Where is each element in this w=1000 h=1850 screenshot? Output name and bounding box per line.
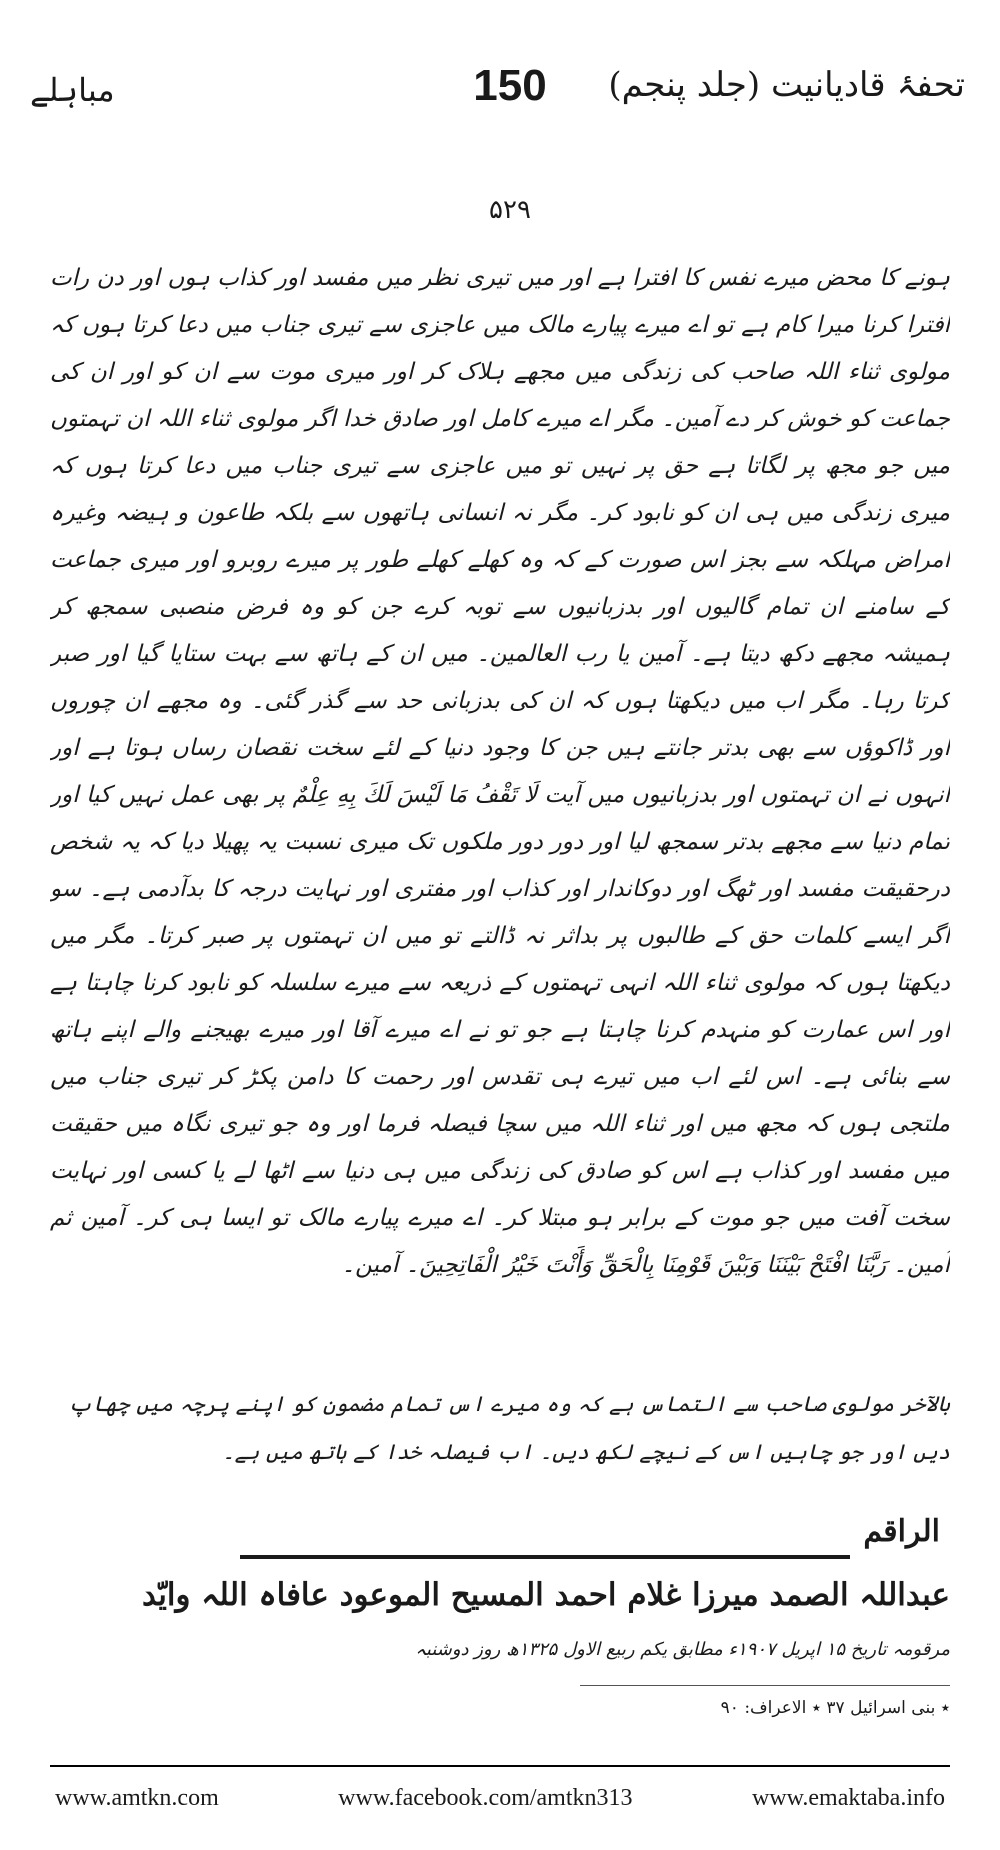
closing-request: بالآخر مولوی صاحب سے التماس ہے کہ وہ میرے اس تمام مضمون کو اپنے پرچہ میں چھاپ دیں اور جو چاہیں اس کے نیچے لکھ دیں۔ اب فیصلہ خدا کے ہاتھ میں ہے۔ bbox=[68, 1392, 950, 1464]
footer-link-emaktaba[interactable]: www.emaktaba.info bbox=[751, 1785, 945, 1811]
footnote: ٭ بنی اسرائیل ۳۷ ٭ الاعراف: ۹۰ bbox=[720, 1698, 950, 1718]
signature-rule bbox=[240, 1555, 850, 1559]
footer-link-amtkn[interactable]: www.amtkn.com bbox=[55, 1785, 219, 1811]
signature-label: الراقم bbox=[863, 1514, 940, 1549]
body-text bbox=[50, 255, 950, 1380]
footer-links bbox=[55, 1778, 945, 1818]
signature-date: مرقومہ تاریخ ۱۵ اپریل ۱۹۰۷ء مطابق یکم ربیع الاول ۱۳۲۵ھ روز دوشنبہ bbox=[415, 1639, 950, 1660]
page-number: 150 bbox=[473, 61, 547, 110]
body-paragraph: ہونے کا محض میرے نفس کا افترا ہے اور میں تیری نظر میں مفسد اور کذاب ہوں اور دن رات افترا کرنا میرا کام ہے تو اے میرے پیارے مالک میں عاجزی سے تیری جناب میں دعا کرتا ہوں کہ مولوی ثناء اللہ صاحب کی زندگی میں مجھے ہلاک کر اور میری موت سے ان کو اور ان کی جماعت کو خوش کر دے آمین۔ مگر اے میرے کامل اور صادق خدا اگر مولوی ثناء اللہ ان تہمتوں میں جو مجھ پر لگاتا ہے حق پر نہیں تو میں عاجزی سے تیری جناب میں دعا کرتا ہوں کہ میری زندگی میں ہی ان کو نابود کر۔ مگر نہ انسانی ہاتھوں سے بلکہ طاعون و ہیضہ وغیرہ امراض مہلکہ سے بجز اس صورت کے کہ وہ کھلے کھلے طور پر میرے روبرو اور میری جماعت کے سامنے ان تمام گالیوں اور بدزبانیوں سے توبہ کرے جن کو وہ فرض منصبی سمجھ کر ہمیشہ مجھے دکھ دیتا ہے۔ آمین یا رب العالمین۔ میں ان کے ہاتھ سے بہت ستایا گیا اور صبر کرتا رہا۔ مگر اب میں دیکھتا ہوں کہ ان کی بدزبانی حد سے گذر گئی۔ وہ مجھے ان چوروں اور ڈاکوؤں سے بھی بدتر جانتے ہیں جن کا وجود دنیا کے لئے سخت نقصان رساں ہوتا ہے اور انہوں نے ان تہمتوں اور بدزبانیوں میں آیت لَا تَقْفُ مَا لَيْسَ لَكَ بِهِ عِلْمٌ پر بھی عمل نہیں کیا اور تمام دنیا سے مجھے بدتر سمجھ لیا اور دور دور ملکوں تک میری نسبت یہ پھیلا دیا کہ یہ شخص درحقیقت مفسد اور ٹھگ اور دوکاندار اور کذاب اور مفتری اور نہایت درجہ کا بدآدمی ہے۔ سو اگر ایسے کلمات حق کے طالبوں پر بداثر نہ ڈالتے تو میں ان تہمتوں پر صبر کرتا۔ مگر میں دیکھتا ہوں کہ مولوی ثناء اللہ انہی تہمتوں کے ذریعہ سے میرے سلسلہ کو نابود کرنا چاہتا ہے اور اس عمارت کو منہدم کرنا چاہتا ہے جو تو نے اے میرے آقا اور میرے بھیجنے والے اپنے ہاتھ سے بنائی ہے۔ اس لئے اب میں تیرے ہی تقدس اور رحمت کا دامن پکڑ کر تیری جناب میں ملتجی ہوں کہ مجھ میں اور ثناء اللہ میں سچا فیصلہ فرما اور وہ جو تیری نگاہ میں حقیقت میں مفسد اور کذاب ہے اس کو صادق کی زندگی میں ہی دنیا سے اٹھا لے یا کسی اور نہایت سخت آفت میں جو موت کے برابر ہو مبتلا کر۔ اے میرے پیارے مالک تو ایسا ہی کر۔ آمین ثم آمین۔ رَبَّنَا افْتَحْ بَيْنَنَا وَبَيْنَ قَوْمِنَا بِالْحَقِّ وَأَنْتَ خَيْرُ الْفَاتِحِينَ۔ آمین۔ bbox=[50, 265, 950, 1278]
footer-divider bbox=[50, 1765, 950, 1767]
footnote-divider bbox=[580, 1685, 950, 1686]
signature-name: عبداللہ الصمد میرزا غلام احمد المسیح الموعود عافاہ اللہ وایّد bbox=[141, 1577, 950, 1613]
footer-link-facebook[interactable]: www.facebook.com/amtkn313 bbox=[338, 1785, 633, 1811]
original-page-number: ۵۲۹ bbox=[489, 195, 531, 225]
book-title: تحفۂ قادیانیت (جلد پنجم) bbox=[608, 65, 965, 105]
section-title: مباہلے bbox=[30, 71, 115, 109]
